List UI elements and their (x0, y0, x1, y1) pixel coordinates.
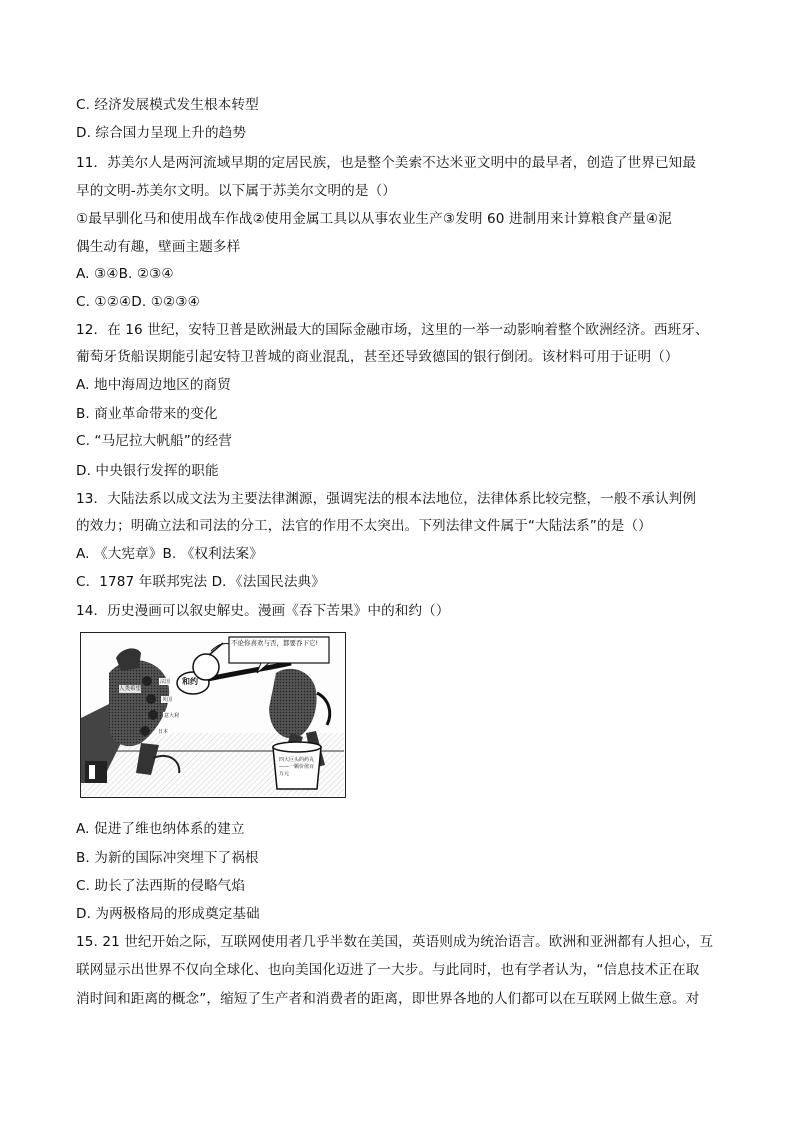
cartoon-swallow-bitter-fruit (80, 632, 346, 798)
q13-stem-line-1: 13．大陆法系以成文法为主要法律渊源，强调宪法的根本法地位，法律体系比较完整，一般不承认判例 (76, 491, 697, 507)
cartoon-sleeve-label: 人类希望 (119, 686, 142, 692)
q14-option-d: D. 为两极格局的形成奠定基础 (76, 906, 260, 922)
q15-stem-line-1: 15. 21 世纪开始之际，互联网使用者几乎半数在美国，英语则成为统治语言。欧洲和亚洲都有人担心，互 (76, 934, 714, 950)
q11-options-ab: A. ③④B. ②③④ (76, 266, 174, 282)
q15-stem-line-3: 消时间和距离的概念”，缩短了生产者和消费者的距离，即世界各地的人们都可以在互联网上做生意。对 (76, 991, 700, 1007)
q15-stem-line-2: 联网显示出世界不仅向全球化、也向美国化迈进了一大步。与此同时，也有学者认为，“信息技术正在取 (76, 962, 700, 978)
cartoon-finger-label-2: 英国 (162, 697, 173, 703)
q12-option-d: D. 中央银行发挥的职能 (76, 463, 219, 479)
q11-stem-line-1: 11．苏美尔人是两河流域早期的定居民族，也是整个美索不达米亚文明中的最早者，创造了世界已知最 (76, 155, 697, 171)
q14-option-c: C. 助长了法西斯的侵略气焰 (76, 878, 246, 894)
cartoon-finger-label-3: 意大利 (164, 713, 180, 719)
q11-stem-line-2: 早的文明-苏美尔文明。以下属于苏美尔文明的是（） (76, 183, 396, 199)
q11-items-line-2: 偶生动有趣，壁画主题多样 (76, 239, 241, 255)
q13-stem-line-2: 的效力；明确立法和司法的分工，法官的作用不太突出。下列法律文件属于“大陆法系”的是（） (76, 518, 652, 534)
q12-option-c: C. “马尼拉大帆船”的经营 (76, 433, 232, 449)
cartoon-spoon-label: 和约 (182, 677, 198, 686)
q12-option-b: B. 商业革命带来的变化 (76, 406, 218, 422)
q14-stem: 14．历史漫画可以叙史解史。漫画《吞下苦果》中的和约（） (76, 603, 450, 619)
q14-option-b: B. 为新的国际冲突埋下了祸根 (76, 850, 259, 866)
q13-options-cd: C．1787 年联邦宪法 D．《法国民法典》 (76, 574, 325, 590)
q12-option-a: A. 地中海周边地区的商贸 (76, 377, 231, 393)
q12-stem-line-2: 葡萄牙货船误期能引起安特卫普城的商业混乱，甚至还导致德国的银行倒闭。该材料可用于证明（） (76, 349, 679, 365)
q13-options-ab: A. 《大宪章》B. 《权利法案》 (76, 546, 263, 562)
cartoon-finger-label-1: 法国 (160, 679, 171, 685)
q14-option-a: A. 促进了维也纳体系的建立 (76, 821, 245, 837)
q12-stem-line-1: 12．在 16 世纪，安特卫普是欧洲最大的国际金融市场，这里的一举一动影响着整个欧洲经济。西班牙、 (76, 322, 709, 338)
cartoon-finger-label-4: 日本 (158, 729, 169, 735)
q11-items-line-1: ①最早驯化马和使用战车作战②使用金属工具以从事农业生产③发明 60 进制用来计算粮食产量④泥 (76, 211, 672, 227)
cartoon-speech-text: 不论你喜欢与否，都要吞下它! (231, 639, 319, 647)
q10-option-d: D. 综合国力呈现上升的趋势 (76, 125, 247, 141)
q11-options-cd: C. ①②④D. ①②③④ (76, 294, 200, 310)
q10-option-c: C. 经济发展模式发生根本转型 (76, 97, 259, 113)
cartoon-box-label: 四大巨头的药丸——一颗价值百万元 (279, 757, 315, 777)
